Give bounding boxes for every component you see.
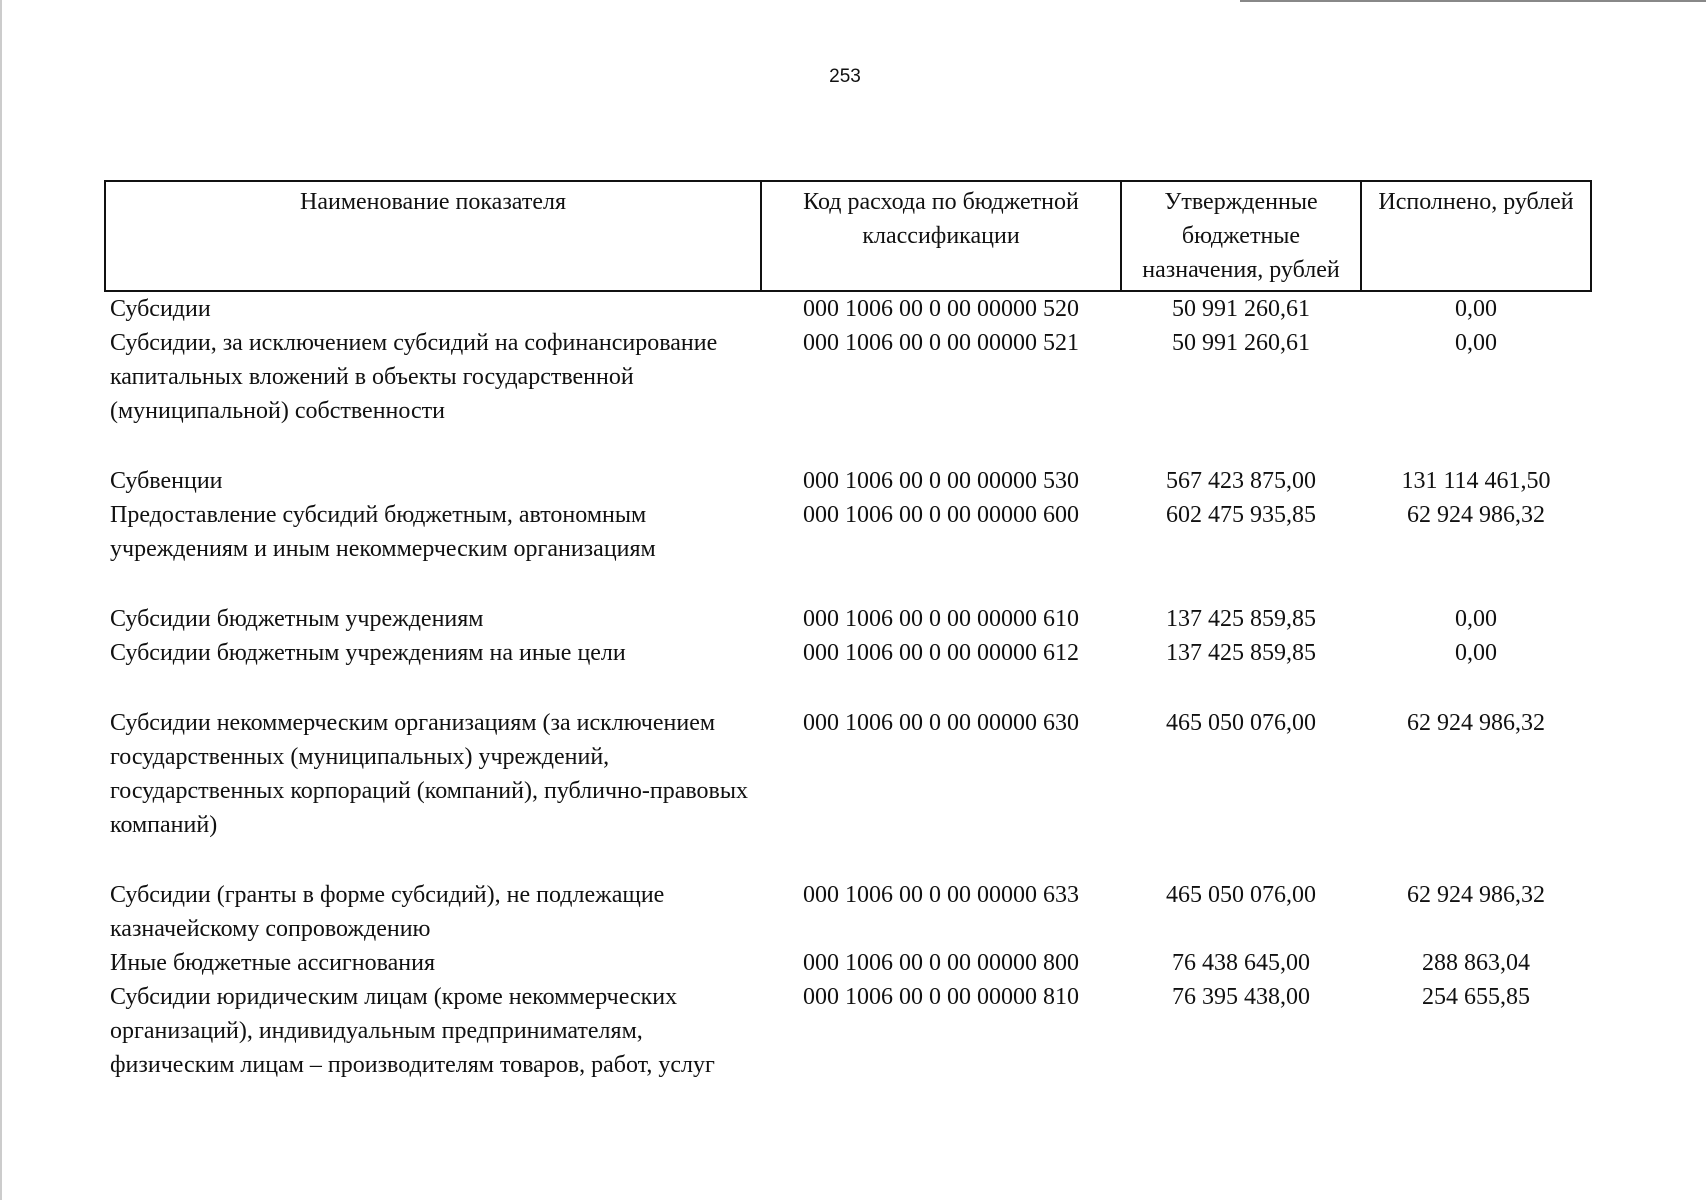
table-row	[105, 946, 1591, 980]
header-approved-amount: Утвержденные бюджетные назначения, рублей	[1121, 181, 1361, 291]
row-code: 000 1006 00 0 00 00000 530	[803, 468, 1079, 494]
header-indicator-name: Наименование показателя	[105, 181, 761, 291]
table-row	[105, 980, 1591, 1082]
row-name: Субсидии (гранты в форме субсидий), не подлежащие казначейскому сопровождению	[110, 882, 665, 942]
row-executed: 0,00	[1455, 330, 1497, 356]
table-row	[105, 878, 1591, 946]
row-executed: 62 924 986,32	[1407, 882, 1545, 908]
table-row	[105, 636, 1591, 706]
row-code: 000 1006 00 0 00 00000 520	[803, 296, 1079, 322]
table-header-row	[105, 181, 1591, 291]
row-executed: 62 924 986,32	[1407, 502, 1545, 528]
row-name: Субсидии юридическим лицам (кроме некоммерческих организаций), индивидуальным предпринимателям, физическим лицам – производителям товаров, работ, услуг	[110, 984, 715, 1078]
row-code: 000 1006 00 0 00 00000 612	[803, 640, 1079, 666]
header-expense-code: Код расхода по бюджетной классификации	[761, 181, 1121, 291]
budget-execution-table	[104, 180, 1592, 1082]
row-approved: 76 395 438,00	[1172, 984, 1310, 1010]
row-executed: 288 863,04	[1422, 950, 1530, 976]
header-executed-amount: Исполнено, рублей	[1361, 181, 1591, 291]
row-approved: 50 991 260,61	[1172, 330, 1310, 356]
row-name: Субсидии бюджетным учреждениям	[110, 606, 484, 632]
table-row	[105, 326, 1591, 464]
row-name: Иные бюджетные ассигнования	[110, 950, 435, 976]
row-executed: 0,00	[1455, 606, 1497, 632]
row-code: 000 1006 00 0 00 00000 600	[803, 502, 1079, 528]
row-name: Субсидии	[110, 296, 211, 322]
page-number: 253	[829, 66, 861, 87]
row-code: 000 1006 00 0 00 00000 810	[803, 984, 1079, 1010]
row-name: Субвенции	[110, 468, 223, 494]
row-executed: 0,00	[1455, 296, 1497, 322]
row-approved: 567 423 875,00	[1166, 468, 1316, 494]
row-code: 000 1006 00 0 00 00000 633	[803, 882, 1079, 908]
scan-edge-line	[1240, 0, 1706, 2]
row-executed: 62 924 986,32	[1407, 710, 1545, 736]
row-name: Предоставление субсидий бюджетным, автономным учреждениям и иным некоммерческим организациям	[110, 502, 656, 562]
row-name: Субсидии, за исключением субсидий на софинансирование капитальных вложений в объекты государственной (муниципальной) собственности	[110, 330, 718, 424]
table-row	[105, 602, 1591, 636]
row-executed: 0,00	[1455, 640, 1497, 666]
scan-edge-shadow	[0, 0, 2, 1200]
row-name: Субсидии бюджетным учреждениям на иные цели	[110, 640, 626, 666]
row-executed: 131 114 461,50	[1401, 468, 1551, 494]
row-approved: 76 438 645,00	[1172, 950, 1310, 976]
row-approved: 137 425 859,85	[1166, 640, 1316, 666]
row-code: 000 1006 00 0 00 00000 521	[803, 330, 1079, 356]
table-row	[105, 291, 1591, 326]
row-approved: 465 050 076,00	[1166, 882, 1316, 908]
row-code: 000 1006 00 0 00 00000 610	[803, 606, 1079, 632]
row-approved: 50 991 260,61	[1172, 296, 1310, 322]
table-row	[105, 498, 1591, 602]
row-approved: 137 425 859,85	[1166, 606, 1316, 632]
row-name: Субсидии некоммерческим организациям (за исключением государственных (муниципальных) учреждений, государственных корпораций (компаний), публично-правовых компаний)	[110, 710, 748, 838]
row-code: 000 1006 00 0 00 00000 630	[803, 710, 1079, 736]
row-approved: 465 050 076,00	[1166, 710, 1316, 736]
table-row	[105, 464, 1591, 498]
table-row	[105, 706, 1591, 878]
row-approved: 602 475 935,85	[1166, 502, 1316, 528]
row-code: 000 1006 00 0 00 00000 800	[803, 950, 1079, 976]
row-executed: 254 655,85	[1422, 984, 1530, 1010]
